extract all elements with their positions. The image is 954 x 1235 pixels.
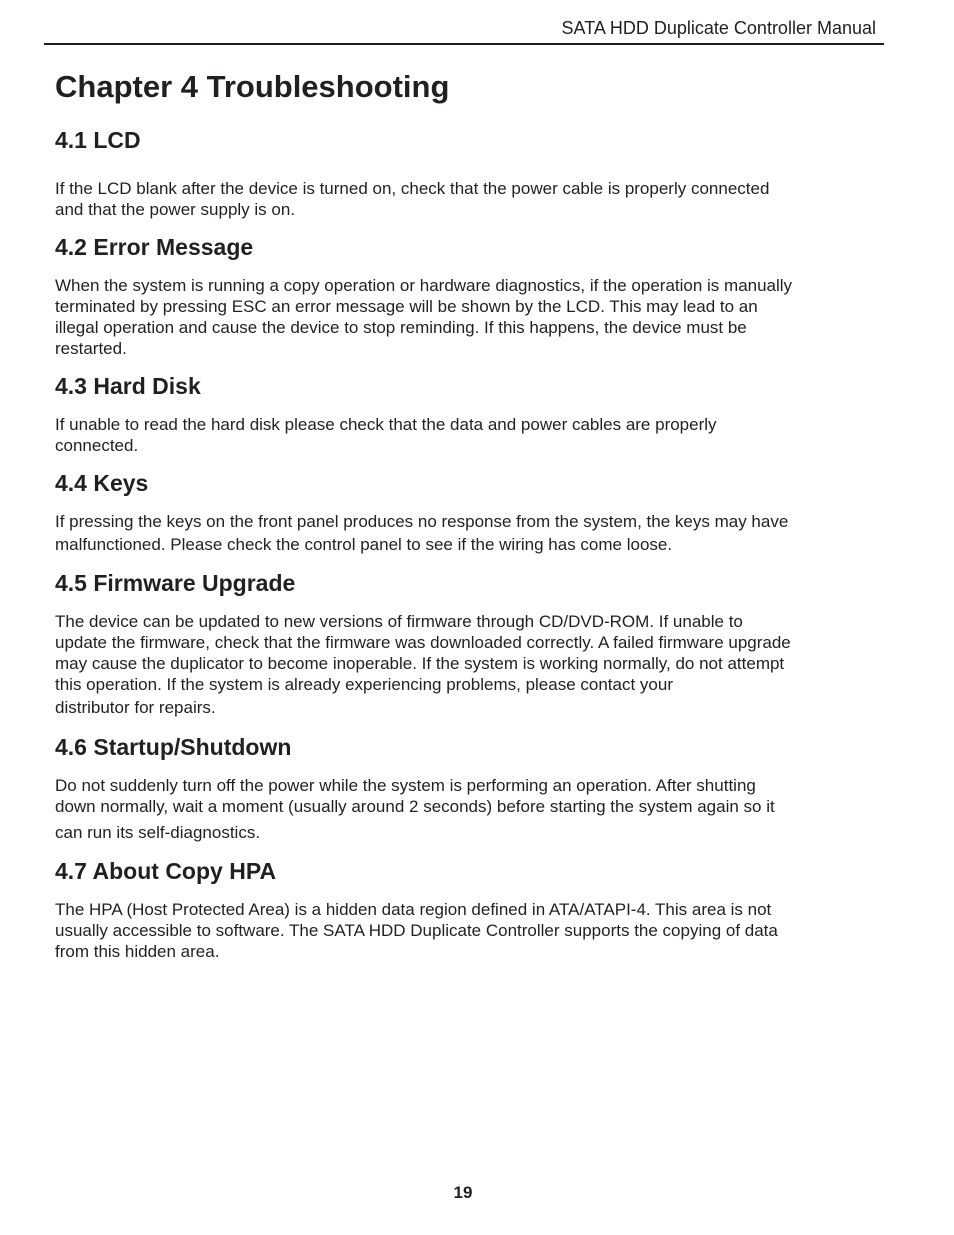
body-line: connected. <box>55 436 139 455</box>
body-line: and that the power supply is on. <box>55 200 296 219</box>
body-line: distributor for repairs. <box>55 698 216 717</box>
body-line: usually accessible to software. The SATA HDD Duplicate Controller supports the copying of data <box>55 921 778 940</box>
body-line: from this hidden area. <box>55 942 220 961</box>
section-body-firmware-upgrade <box>55 611 885 718</box>
section-body-error-message <box>55 275 885 359</box>
section-heading-lcd: 4.1 LCD <box>55 127 141 153</box>
page-number: 19 <box>453 1183 473 1202</box>
body-line: If the LCD blank after the device is turned on, check that the power cable is properly connected <box>55 179 770 198</box>
running-header-title: SATA HDD Duplicate Controller Manual <box>561 18 876 38</box>
section-heading-keys: 4.4 Keys <box>55 470 149 496</box>
section-heading-error-message: 4.2 Error Message <box>55 234 254 260</box>
body-line: can run its self-diagnostics. <box>55 823 261 842</box>
body-line: If unable to read the hard disk please check that the data and power cables are properly <box>55 415 717 434</box>
section-heading-firmware-upgrade: 4.5 Firmware Upgrade <box>55 570 296 596</box>
section-heading-about-copy-hpa: 4.7 About Copy HPA <box>55 858 277 884</box>
body-line: The HPA (Host Protected Area) is a hidden data region defined in ATA/ATAPI-4. This area is not <box>55 900 772 919</box>
body-line: terminated by pressing ESC an error message will be shown by the LCD. This may lead to an <box>55 297 758 316</box>
body-line: restarted. <box>55 339 127 358</box>
section-body-startup-shutdown <box>55 775 885 843</box>
body-line: this operation. If the system is already experiencing problems, please contact your <box>55 675 673 694</box>
section-body-about-copy-hpa <box>55 899 885 962</box>
section-body-hard-disk <box>55 414 885 456</box>
body-line: If pressing the keys on the front panel produces no response from the system, the keys may have <box>55 512 789 531</box>
body-line: may cause the duplicator to become inoperable. If the system is working normally, do not attempt <box>55 654 785 673</box>
body-line: update the firmware, check that the firmware was downloaded correctly. A failed firmware upgrade <box>55 633 791 652</box>
section-body-lcd <box>55 178 885 220</box>
body-line: illegal operation and cause the device to stop reminding. If this happens, the device must be <box>55 318 747 337</box>
body-line: Do not suddenly turn off the power while the system is performing an operation. After shutting <box>55 776 756 795</box>
body-line: The device can be updated to new versions of firmware through CD/DVD-ROM. If unable to <box>55 612 743 631</box>
section-heading-hard-disk: 4.3 Hard Disk <box>55 373 201 399</box>
running-header <box>44 16 884 45</box>
chapter-title: Chapter 4 Troubleshooting <box>55 69 450 104</box>
body-line: malfunctioned. Please check the control panel to see if the wiring has come loose. <box>55 535 673 554</box>
section-body-keys <box>55 511 885 555</box>
section-heading-startup-shutdown: 4.6 Startup/Shutdown <box>55 734 292 760</box>
body-line: When the system is running a copy operation or hardware diagnostics, if the operation is manually <box>55 276 793 295</box>
body-line: down normally, wait a moment (usually around 2 seconds) before starting the system again so it <box>55 797 775 816</box>
